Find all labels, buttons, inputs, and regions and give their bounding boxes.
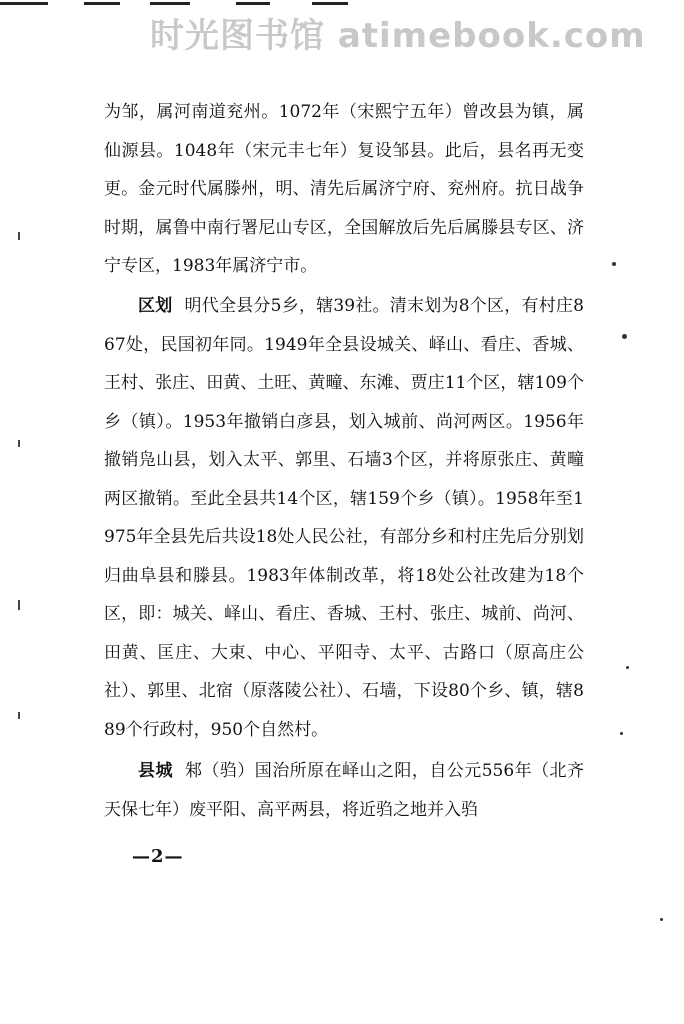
scan-mark xyxy=(18,712,20,719)
scan-mark xyxy=(18,232,20,240)
scan-mark xyxy=(18,600,20,610)
paragraph-text: 为邹，属河南道兖州。1072年（宋熙宁五年）曾改县为镇，属仙源县。1048年（宋元丰七年）复设邹县。此后，县名再无变更。金元时代属滕州，明、清先后属济宁府、兖州府。抗日战争时期，属鲁中南行署尼山专区，全国解放后先后属滕县专区、济宁专区，1983年属济宁市。 xyxy=(104,102,584,276)
paragraph-text: 邾（驺）国治所原在峄山之阳，自公元556年（北齐天保七年）废平阳、高平两县，将近驺之地并入驺 xyxy=(104,761,584,820)
scan-rule xyxy=(236,2,270,5)
paragraph-text: 明代全县分5乡，辖39社。清末划为8个区，有村庄867处，民国初年同。1949年全县设城关、峄山、看庄、香城、王村、张庄、田黄、土旺、黄疃、东滩、贾庄11个区，辖109个乡（镇）。1953年撤销白彦县，划入城前、尚河两区。1956年撤销凫山县，划入太平、郭里、石墙3个区，并将原张庄、黄疃两区撤销。至此全县共14个区，辖159个乡（镇）。1958年至1975年全县先后共设18处人民公社，有部分乡和村庄先后分别划归曲阜县和滕县。1983年体制改革，将18处公社改建为18个区，即：城关、峄山、看庄、香城、王村、张庄、城前、尚河、田黄、匡庄、大束、中心、平阳寺、太平、古路口（原高庄公社）、郭里、北宿（原落陵公社）、石墙，下设80个乡、镇，辖889个行政村，950个自然村。 xyxy=(104,296,584,740)
section-heading-county-seat: 县城 xyxy=(138,761,173,781)
paragraph-history xyxy=(104,93,584,286)
scan-speck xyxy=(620,732,623,735)
scan-rule xyxy=(84,2,120,5)
paragraph-county-seat xyxy=(104,752,584,829)
scan-speck xyxy=(626,666,629,669)
scan-speck xyxy=(622,334,627,339)
watermark: 时光图书馆 atimebook.com xyxy=(150,16,646,56)
scan-rule xyxy=(150,2,190,5)
page-number: —2— xyxy=(132,846,184,867)
paragraph-divisions xyxy=(104,287,584,749)
scan-mark xyxy=(18,440,20,447)
scan-speck xyxy=(612,262,616,266)
scan-speck xyxy=(660,918,663,921)
section-heading-divisions: 区划 xyxy=(138,296,173,316)
scan-rule xyxy=(312,2,348,5)
scan-rule xyxy=(0,2,48,5)
